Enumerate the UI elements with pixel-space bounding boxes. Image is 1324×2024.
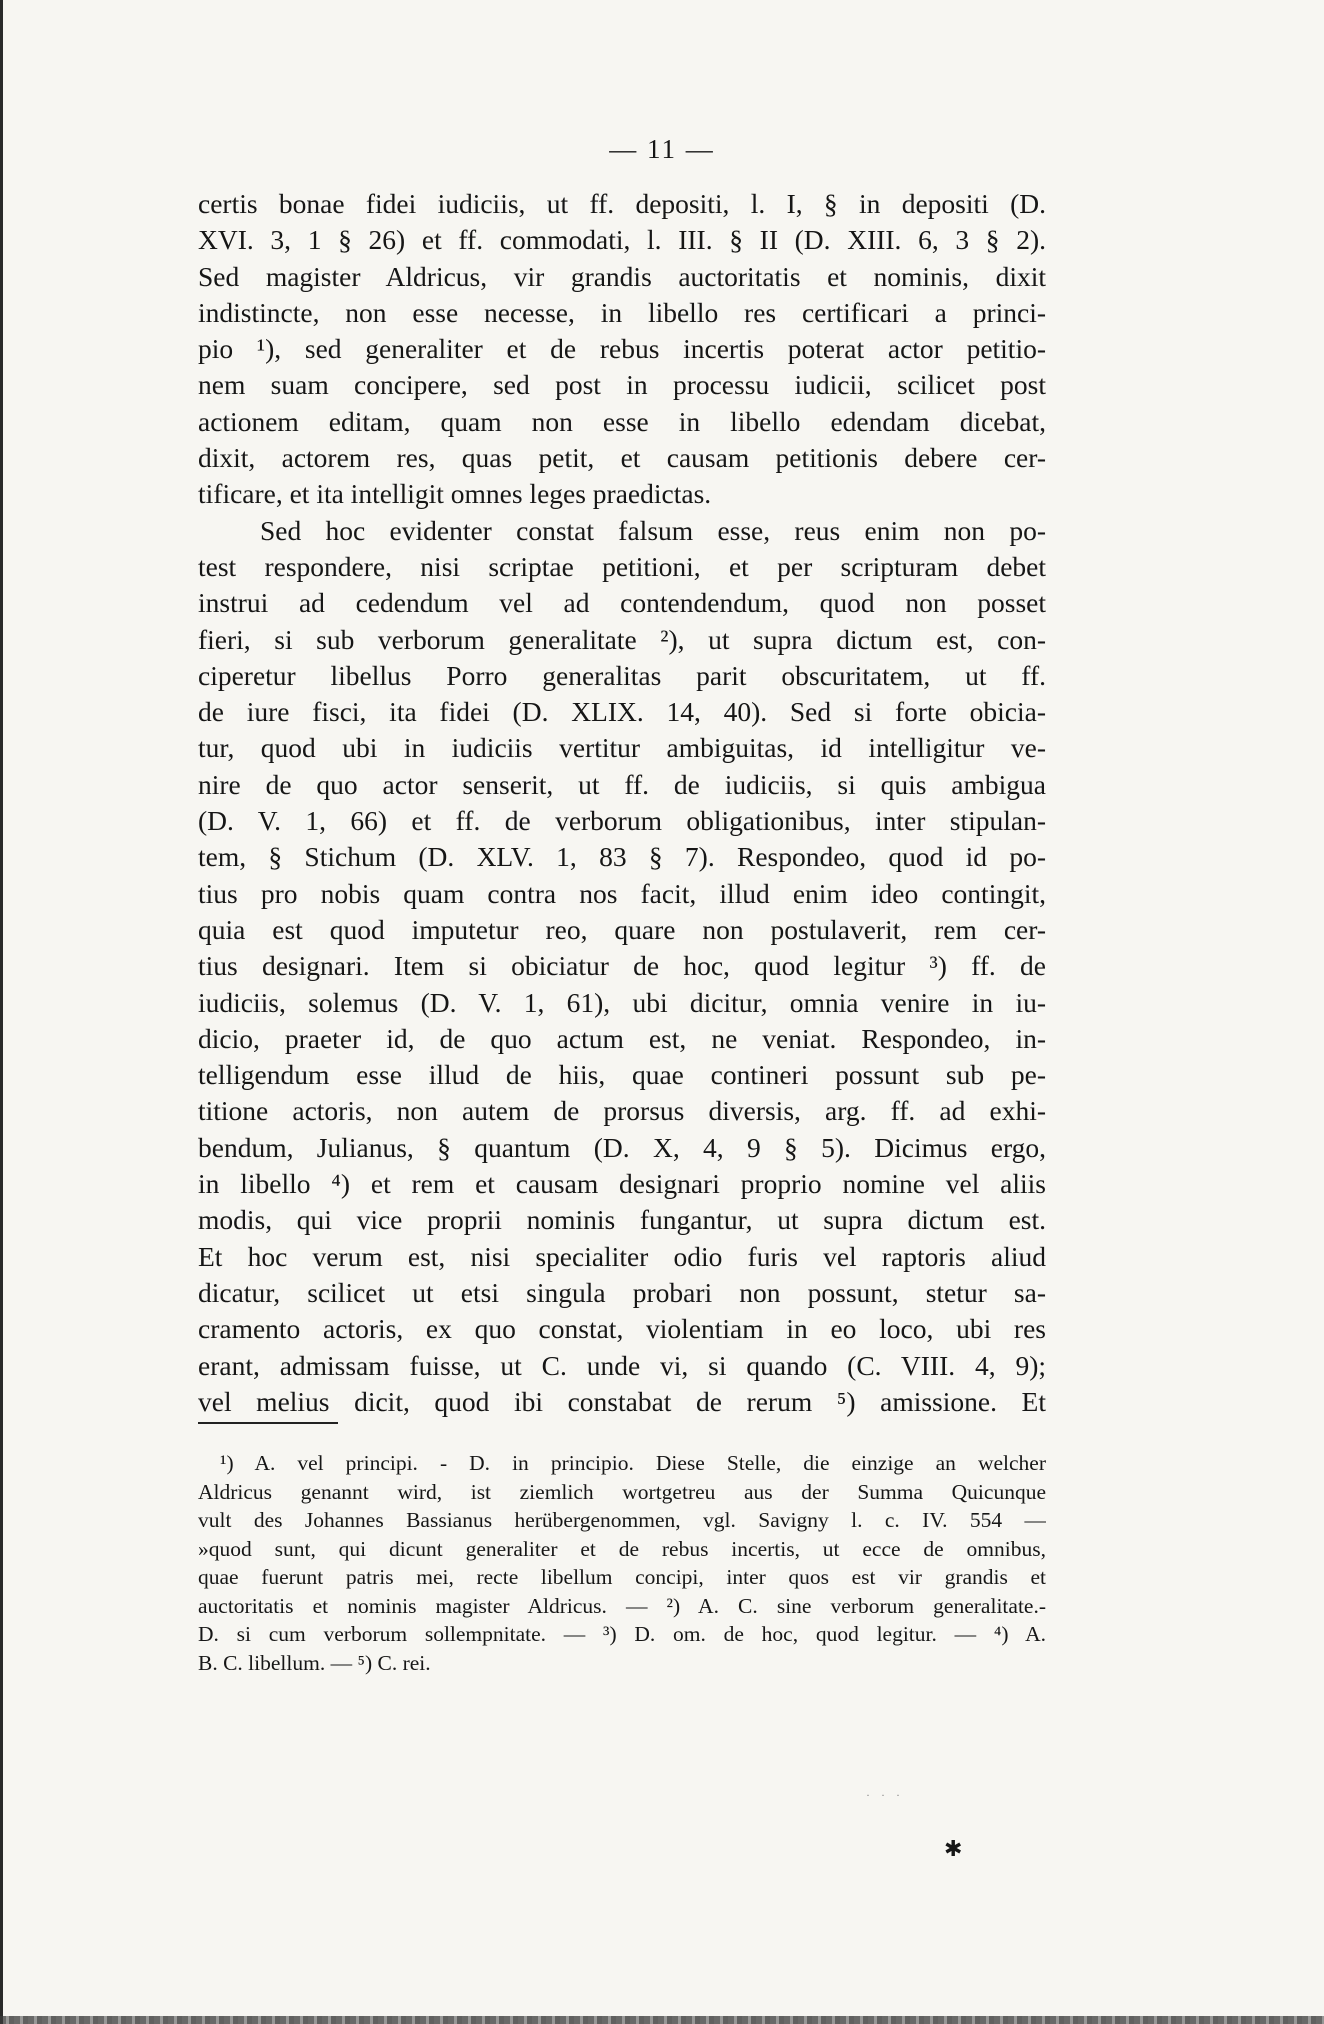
text-line: titione actoris, non autem de prorsus diversis, arg. ff. ad exhi- (198, 1095, 1046, 1127)
text-line: (D. V. 1, 66) et ff. de verborum obligationibus, inter stipulan- (198, 805, 1046, 837)
main-text (198, 186, 1046, 1420)
text-line: telligendum esse illud de hiis, quae contineri possunt sub pe- (198, 1059, 1046, 1091)
text-line: test respondere, nisi scriptae petitioni, et per scripturam debet (198, 550, 1046, 582)
text-line: tificare, et ita intelligit omnes leges praedictas. (198, 478, 712, 510)
text-line: de iure fisci, ita fidei (D. XLIX. 14, 40). Sed si forte obicia- (198, 696, 1046, 728)
scan-left-edge (0, 0, 3, 2024)
text-line: erant, admissam fuisse, ut C. unde vi, si quando (C. VIII. 4, 9); (198, 1349, 1046, 1381)
text-line: iudiciis, solemus (D. V. 1, 61), ubi dicitur, omnia venire in iu- (198, 986, 1046, 1018)
text-line: in libello ⁴) et rem et causam designari proprio nomine vel aliis (198, 1168, 1046, 1200)
footnotes (198, 1449, 1046, 1677)
text-line: indistincte, non esse necesse, in libello res certificari a princi- (198, 296, 1046, 328)
text-line: Et hoc verum est, nisi specialiter odio furis vel raptoris aliud (198, 1240, 1046, 1272)
text-line: tur, quod ubi in iudiciis vertitur ambiguitas, id intelligitur ve- (198, 732, 1046, 764)
text-line: nem suam concipere, sed post in processu iudicii, scilicet post (198, 369, 1046, 401)
text-line: tem, § Stichum (D. XLV. 1, 83 § 7). Respondeo, quod id po- (198, 841, 1046, 873)
text-line: quia est quod imputetur reo, quare non postulaverit, rem cer- (198, 913, 1046, 945)
text-line: dicio, praeter id, de quo actum est, ne veniat. Respondeo, in- (198, 1022, 1046, 1054)
text-line: fieri, si sub verborum generalitate ²), ut supra dictum est, con- (198, 623, 1046, 655)
footnote-line: Aldricus genannt wird, ist ziemlich wortgetreu aus der Summa Quicunque (198, 1479, 1046, 1504)
scan-bottom-edge (0, 2016, 1324, 2024)
text-line: Sed magister Aldricus, vir grandis auctoritatis et nominis, dixit (198, 260, 1046, 292)
ornament-mark: ✱ (944, 1836, 963, 1861)
text-line: ciperetur libellus Porro generalitas parit obscuritatem, ut ff. (198, 659, 1046, 691)
text-line: cramento actoris, ex quo constat, violentiam in eo loco, ubi res (198, 1313, 1046, 1345)
footnote-line: B. C. libellum. — ⁵) C. rei. (198, 1650, 431, 1675)
scan-speck: · · · (866, 1788, 904, 1802)
text-line: actionem editam, quam non esse in libello edendam dicebat, (198, 405, 1046, 437)
footnote-line: quae fuerunt patris mei, recte libellum concipi, inter quos est vir grandis et (198, 1565, 1046, 1589)
text-line: modis, qui vice proprii nominis fungantur, ut supra dictum est. (198, 1204, 1046, 1236)
text-line: tius pro nobis quam contra nos facit, illud enim ideo contingit, (198, 877, 1046, 909)
text-line: dixit, actorem res, quas petit, et causam petitionis debere cer- (198, 442, 1046, 474)
text-line: dicatur, scilicet ut etsi singula probari non possunt, stetur sa- (198, 1276, 1046, 1308)
footnote-separator (198, 1422, 338, 1424)
text-line: instrui ad cedendum vel ad contendendum, quod non posset (198, 587, 1046, 619)
text-line: certis bonae fidei iudiciis, ut ff. depositi, l. I, § in depositi (D. (198, 188, 1046, 219)
footnote-line: auctoritatis et nominis magister Aldricus. — ²) A. C. sine verborum generalitate.- (198, 1593, 1046, 1618)
footnote-line: ¹) A. vel principi. - D. in principio. Diese Stelle, die einzige an welcher (220, 1451, 1046, 1475)
text-line: nire de quo actor senserit, ut ff. de iudiciis, si quis ambigua (198, 768, 1046, 800)
text-line: pio ¹), sed generaliter et de rebus incertis poterat actor petitio- (198, 333, 1046, 365)
text-line: XVI. 3, 1 § 26) et ff. commodati, l. III. § II (D. XIII. 6, 3 § 2). (198, 224, 1046, 256)
page-number: — 11 — (609, 134, 715, 164)
text-line: tius designari. Item si obiciatur de hoc, quod legitur ³) ff. de (198, 950, 1046, 982)
footnote-line: D. si cum verborum sollempnitate. — ³) D. om. de hoc, quod legitur. — ⁴) A. (198, 1622, 1046, 1646)
text-line: vel melius dicit, quod ibi constabat de rerum ⁵) amissione. Et (198, 1385, 1046, 1417)
text-line: bendum, Julianus, § quantum (D. X, 4, 9 § 5). Dicimus ergo, (198, 1131, 1046, 1163)
footnote-line: vult des Johannes Bassianus herübergenommen, vgl. Savigny l. c. IV. 554 — (198, 1508, 1046, 1532)
footnote-line: »quod sunt, qui dicunt generaliter et de rebus incertis, ut ecce de omnibus, (198, 1536, 1046, 1561)
text-line: Sed hoc evidenter constat falsum esse, reus enim non po- (260, 514, 1046, 546)
